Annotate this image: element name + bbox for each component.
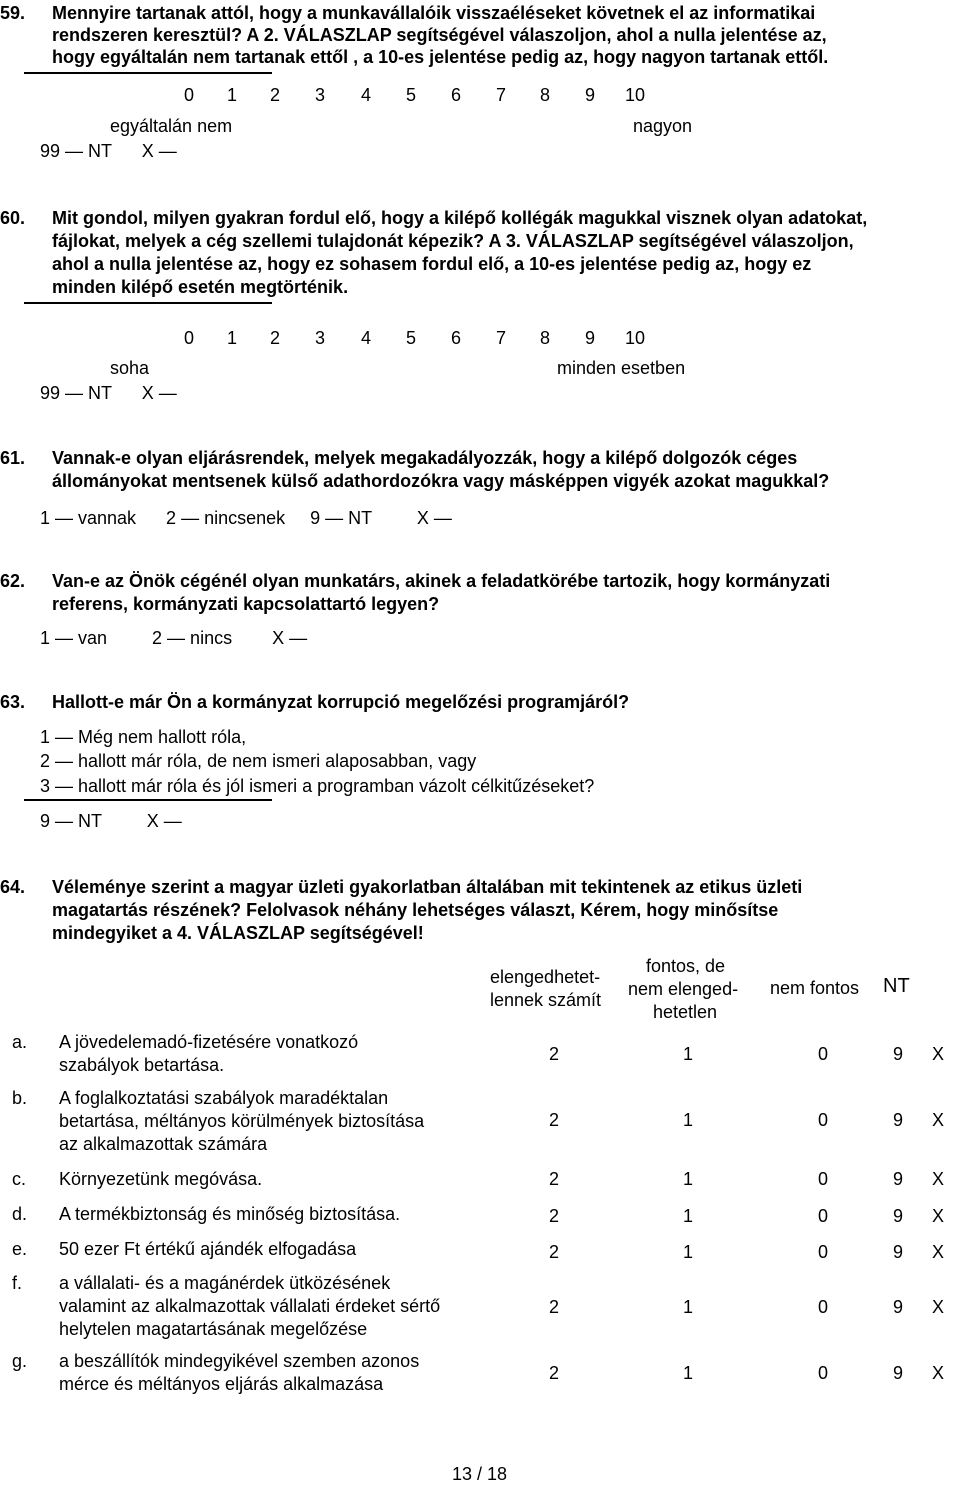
code-x: X: [932, 1206, 945, 1226]
q60-number: 60.: [0, 208, 26, 228]
code-1: 1: [683, 1363, 694, 1383]
row-text: a beszállítók mindegyikével szemben azonos: [59, 1351, 420, 1371]
q63-option-2: 2 — hallott már róla, de nem ismeri alaposabban, vagy: [40, 751, 477, 771]
q60-scale: [0, 327, 960, 349]
q62-line-1: Van-e az Önök cégénél olyan munkatárs, akinek a feladatkörébe tartozik, hogy kormányzati: [52, 571, 831, 591]
divider: [24, 799, 272, 801]
q64-line-1: Véleménye szerint a magyar üzleti gyakorlatban általában mit tekintenek az etikus üzleti: [52, 877, 803, 897]
q64-number: 64.: [0, 877, 26, 897]
divider: [24, 72, 272, 74]
q62-number: 62.: [0, 571, 26, 591]
scale-value: 9: [585, 328, 596, 348]
code-0: 0: [818, 1169, 829, 1189]
scale-value: 10: [625, 328, 646, 348]
code-0: 0: [818, 1044, 829, 1064]
q61-line-1: Vannak-e olyan eljárásrendek, melyek megakadályozzák, hogy a kilépő dolgozók céges: [52, 448, 798, 468]
q60-line-1: Mit gondol, milyen gyakran fordul elő, hogy a kilépő kollégák magukkal visznek olyan adatokat,: [52, 208, 868, 228]
row-text: A foglalkoztatási szabályok maradéktalan: [59, 1088, 389, 1108]
header-nem-fontos: nem fontos: [770, 978, 860, 998]
q61-number: 61.: [0, 448, 26, 468]
q59-low-label: egyáltalán nem: [110, 116, 233, 136]
scale-value: 4: [361, 85, 372, 105]
q59-high-label: nagyon: [633, 116, 693, 136]
q59-codes: 99 — NT X —: [40, 141, 177, 161]
code-2: 2: [549, 1297, 560, 1317]
q63-title: Hallott-e már Ön a kormányzat korrupció megelőzési programjáról?: [52, 692, 630, 712]
q59-scale: [0, 84, 960, 106]
code-x: X: [932, 1169, 945, 1189]
divider: [24, 302, 272, 304]
code-2: 2: [549, 1110, 560, 1130]
q60-high-label: minden esetben: [557, 358, 686, 378]
q64-line-3: mindegyiket a 4. VÁLASZLAP segítségével!: [52, 923, 424, 943]
code-1: 1: [683, 1044, 694, 1064]
code-1: 1: [683, 1297, 694, 1317]
row-text: A termékbiztonság és minőség biztosítása.: [59, 1204, 401, 1224]
code-0: 0: [818, 1363, 829, 1383]
row-text: az alkalmazottak számára: [59, 1134, 268, 1154]
scale-value: 2: [270, 328, 281, 348]
q63-option-3: 3 — hallott már róla és jól ismeri a programban vázolt célkitűzéseket?: [40, 776, 595, 796]
row-text: helytelen magatartásának megelőzése: [59, 1319, 368, 1339]
scale-value: 7: [496, 85, 507, 105]
code-0: 0: [818, 1297, 829, 1317]
scale-value: 1: [227, 85, 238, 105]
q63-codes: 9 — NT X —: [40, 811, 182, 831]
q60-line-3: ahol a nulla jelentése az, hogy ez sohasem fordul elő, a 10-es jelentése pedig az, hogy ez: [52, 254, 812, 274]
row-text: Környezetünk megóvása.: [59, 1169, 263, 1189]
scale-value: 2: [270, 85, 281, 105]
code-0: 0: [818, 1206, 829, 1226]
code-1: 1: [683, 1169, 694, 1189]
scale-value: 10: [625, 85, 646, 105]
q61-answers: 1 — vannak 2 — nincsenek 9 — NT X —: [40, 508, 452, 528]
scale-value: 0: [184, 85, 195, 105]
header-elengedhetetlen-2: lennek számít: [490, 990, 602, 1010]
code-9: 9: [893, 1297, 904, 1317]
q59-line-1: Mennyire tartanak attól, hogy a munkavállalóik visszaéléseket követnek el az informatikai: [52, 3, 816, 23]
code-2: 2: [549, 1044, 560, 1064]
q59-line-2: rendszeren keresztül? A 2. VÁLASZLAP segítségével válaszoljon, ahol a nulla jelentése az,: [52, 25, 827, 45]
code-9: 9: [893, 1242, 904, 1262]
q64-line-2: magatartás részének? Felolvasok néhány lehetséges választ, Kérem, hogy minősítse: [52, 900, 779, 920]
q62-line-2: referens, kormányzati kapcsolattartó legyen?: [52, 594, 440, 614]
q63-number: 63.: [0, 692, 26, 712]
scale-value: 6: [451, 328, 462, 348]
code-2: 2: [549, 1206, 560, 1226]
code-9: 9: [893, 1110, 904, 1130]
page-number: 13 / 18: [452, 1464, 508, 1484]
row-letter: b.: [12, 1088, 28, 1108]
scale-value: 1: [227, 328, 238, 348]
q60-codes: 99 — NT X —: [40, 383, 177, 403]
code-9: 9: [893, 1169, 904, 1189]
code-x: X: [932, 1110, 945, 1130]
code-x: X: [932, 1044, 945, 1064]
code-9: 9: [893, 1044, 904, 1064]
row-text: szabályok betartása.: [59, 1055, 225, 1075]
row-text: betartása, méltányos körülmények biztosítása: [59, 1111, 425, 1131]
code-0: 0: [818, 1110, 829, 1130]
code-9: 9: [893, 1206, 904, 1226]
code-0: 0: [818, 1242, 829, 1262]
row-text: A jövedelemadó-fizetésére vonatkozó: [59, 1032, 359, 1052]
code-x: X: [932, 1242, 945, 1262]
q60-low-label: soha: [110, 358, 150, 378]
row-letter: c.: [12, 1169, 27, 1189]
q63-option-1: 1 — Még nem hallott róla,: [40, 727, 247, 747]
row-text: mérce és méltányos eljárás alkalmazása: [59, 1374, 384, 1394]
scale-value: 5: [406, 85, 417, 105]
code-x: X: [932, 1363, 945, 1383]
code-1: 1: [683, 1242, 694, 1262]
scale-value: 0: [184, 328, 195, 348]
q60-line-4: minden kilépő esetén megtörténik.: [52, 277, 349, 297]
code-2: 2: [549, 1363, 560, 1383]
row-text: 50 ezer Ft értékű ajándék elfogadása: [59, 1239, 357, 1259]
row-letter: d.: [12, 1204, 28, 1224]
q59-number: 59.: [0, 3, 26, 23]
scale-value: 3: [315, 328, 326, 348]
scale-value: 8: [540, 85, 551, 105]
row-letter: a.: [12, 1032, 28, 1052]
row-letter: f.: [12, 1273, 23, 1293]
code-x: X: [932, 1297, 945, 1317]
q61-line-2: állományokat mentsenek külső adathordozókra vagy másképpen vigyék azokat magukkal?: [52, 471, 830, 491]
q59-line-3: hogy egyáltalán nem tartanak ettől , a 10-es jelentése pedig az, hogy nagyon tartanak ettől.: [52, 47, 829, 67]
code-2: 2: [549, 1169, 560, 1189]
scale-value: 8: [540, 328, 551, 348]
row-text: valamint az alkalmazottak vállalati érdeket sértő: [59, 1296, 441, 1316]
scale-value: 6: [451, 85, 462, 105]
scale-value: 4: [361, 328, 372, 348]
header-fontos-3: hetetlen: [653, 1002, 718, 1022]
scale-value: 3: [315, 85, 326, 105]
header-elengedhetetlen-1: elengedhetet-: [490, 967, 601, 987]
q60-line-2: fájlokat, melyek a cég szellemi tulajdonát képezik? A 3. VÁLASZLAP segítségével válaszoljon,: [52, 231, 854, 251]
scale-value: 5: [406, 328, 417, 348]
row-text: a vállalati- és a magánérdek ütközésének: [59, 1273, 391, 1293]
code-1: 1: [683, 1110, 694, 1130]
scale-value: 7: [496, 328, 507, 348]
header-fontos-2: nem elenged-: [628, 979, 739, 999]
row-letter: g.: [12, 1351, 28, 1371]
header-nt: NT: [883, 975, 910, 997]
scale-value: 9: [585, 85, 596, 105]
q62-answers: 1 — van 2 — nincs X —: [40, 628, 308, 648]
code-9: 9: [893, 1363, 904, 1383]
row-letter: e.: [12, 1239, 28, 1259]
code-2: 2: [549, 1242, 560, 1262]
header-fontos-1: fontos, de: [646, 956, 726, 976]
code-1: 1: [683, 1206, 694, 1226]
